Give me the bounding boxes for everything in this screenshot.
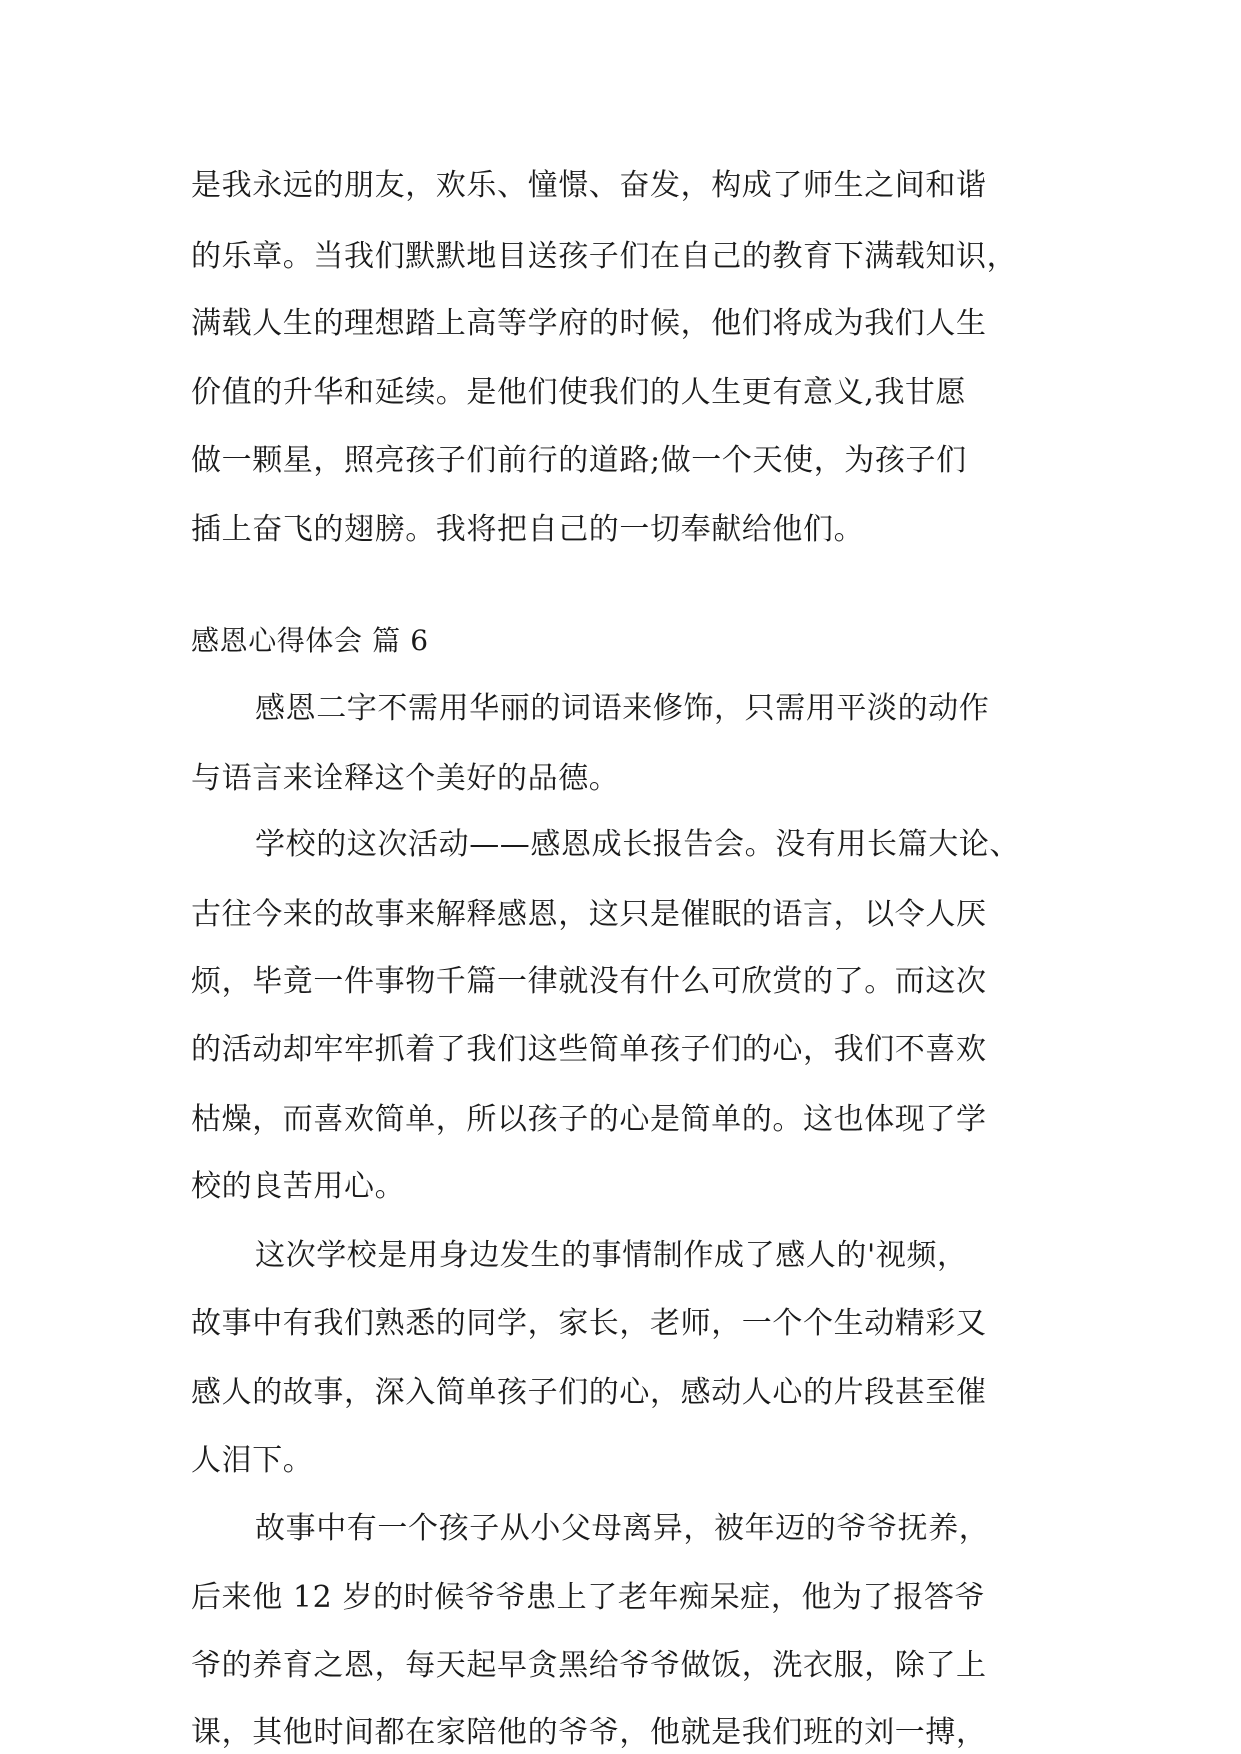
text-line: 的乐章。当我们默默地目送孩子们在自己的教育下满载知识， (191, 239, 1018, 274)
text-line: 与语言来诠释这个美好的品德。 (191, 761, 620, 796)
text-line: 故事中有我们熟悉的同学，家长，老师，一个个生动精彩又 (191, 1306, 987, 1341)
text-line: 感恩二字不需用华丽的词语来修饰，只需用平淡的动作 (255, 691, 990, 726)
text-line: 的活动却牢牢抓着了我们这些简单孩子们的心，我们不喜欢 (191, 1032, 987, 1067)
text-line: 古往今来的故事来解释感恩，这只是催眠的语言，以令人厌 (191, 897, 987, 932)
section-title: 感恩心得体会 篇 6 (191, 624, 429, 657)
text-line: 插上奋飞的翅膀。我将把自己的一切奉献给他们。 (191, 512, 865, 547)
text-line: 是我永远的朋友，欢乐、憧憬、奋发，构成了师生之间和谐 (191, 168, 987, 203)
text-line: 学校的这次活动——感恩成长报告会。没有用长篇大论、 (255, 827, 1020, 862)
text-line: 这次学校是用身边发生的事情制作成了感人的'视频， (255, 1238, 968, 1273)
text-line: 烦，毕竟一件事物千篇一律就没有什么可欣赏的了。而这次 (191, 964, 987, 999)
text-line: 满载人生的理想踏上高等学府的时候，他们将成为我们人生 (191, 306, 987, 341)
text-line: 爷的养育之恩，每天起早贪黑给爷爷做饭，洗衣服，除了上 (191, 1648, 987, 1683)
text-line: 做一颗星，照亮孩子们前行的道路;做一个天使，为孩子们 (191, 443, 967, 478)
text-line: 枯燥，而喜欢简单，所以孩子的心是简单的。这也体现了学 (191, 1102, 987, 1137)
text-line: 感人的故事，深入简单孩子们的心，感动人心的片段甚至催 (191, 1375, 987, 1410)
text-line: 课，其他时间都在家陪他的爷爷，他就是我们班的刘一搏， (191, 1715, 987, 1750)
text-line: 故事中有一个孩子从小父母离异，被年迈的爷爷抚养， (255, 1511, 990, 1546)
text-line: 人泪下。 (191, 1443, 314, 1478)
text-line: 校的良苦用心。 (191, 1169, 406, 1204)
text-line: 价值的升华和延续。是他们使我们的人生更有意义,我甘愿 (191, 375, 967, 410)
text-line: 后来他 12 岁的时候爷爷患上了老年痴呆症，他为了报答爷 (191, 1580, 986, 1615)
